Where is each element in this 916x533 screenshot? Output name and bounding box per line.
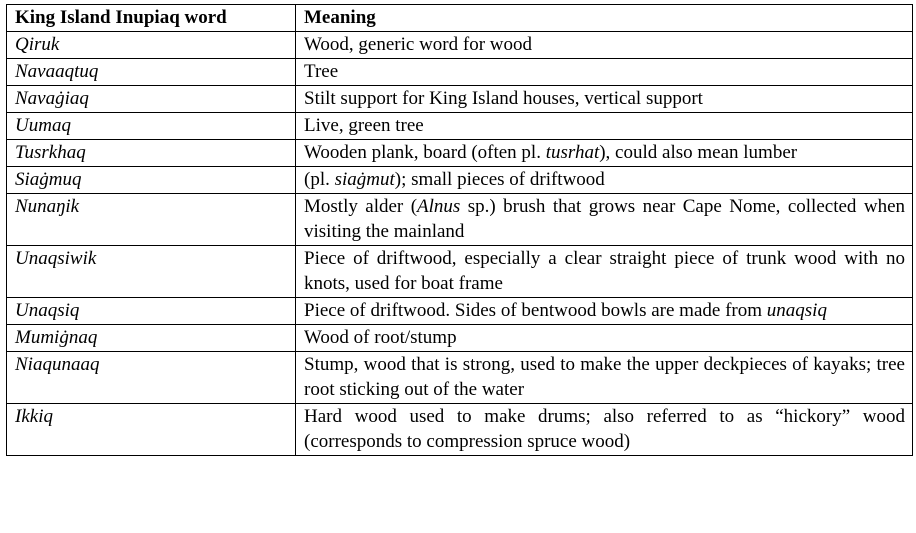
meaning-text: sp.) brush that grows near Cape Nome, collected when visiting the mainland: [304, 196, 906, 242]
meaning-text: Tree: [304, 61, 339, 82]
word-cell: Navaġiaq: [7, 86, 296, 113]
word-cell: Qiruk: [7, 32, 296, 59]
table-row: [7, 404, 913, 456]
meaning-cell: [296, 352, 913, 404]
table-row: [7, 352, 913, 404]
word-cell: Nunaŋik: [7, 194, 296, 246]
header-meaning: Meaning: [296, 5, 913, 32]
meaning-cell: [296, 167, 913, 194]
word-cell: Niaqunaaq: [7, 352, 296, 404]
meaning-cell: [296, 194, 913, 246]
wood-terms-table: [6, 4, 913, 456]
meaning-cell: [296, 86, 913, 113]
meaning-cell: [296, 113, 913, 140]
meaning-cell: [296, 59, 913, 86]
meaning-text: ), could also mean lumber: [599, 142, 798, 163]
italic-term: unaqsiq: [766, 300, 827, 321]
word-cell: Unaqsiwik: [7, 246, 296, 298]
word-cell: Uumaq: [7, 113, 296, 140]
table-row: [7, 140, 913, 167]
table-row: [7, 86, 913, 113]
word-cell: Navaaqtuq: [7, 59, 296, 86]
meaning-text: (pl.: [304, 169, 335, 190]
word-cell: Ikkiq: [7, 404, 296, 456]
word-cell: Tusrkhaq: [7, 140, 296, 167]
word-cell: Mumiġnaq: [7, 325, 296, 352]
meaning-text: Wood of root/stump: [304, 327, 457, 348]
meaning-text: Live, green tree: [304, 115, 424, 136]
meaning-cell: [296, 298, 913, 325]
table-row: [7, 32, 913, 59]
meaning-cell: [296, 325, 913, 352]
table-row: [7, 194, 913, 246]
italic-term: tusrhat: [545, 142, 600, 163]
meaning-text: Piece of driftwood. Sides of bentwood bowls are made from: [304, 300, 767, 321]
meaning-cell: [296, 246, 913, 298]
table-row: [7, 246, 913, 298]
meaning-text: Stump, wood that is strong, used to make the upper deckpieces of kayaks; tree root sticking out of the water: [304, 354, 905, 400]
meaning-text: Wooden plank, board (often pl.: [304, 142, 546, 163]
meaning-text: ); small pieces of driftwood: [394, 169, 605, 190]
table-row: [7, 113, 913, 140]
meaning-text: Mostly alder (: [304, 196, 418, 217]
table-row: [7, 167, 913, 194]
meaning-cell: [296, 32, 913, 59]
table-row: [7, 298, 913, 325]
header-word: King Island Inupiaq word: [7, 5, 296, 32]
meaning-text: Stilt support for King Island houses, vertical support: [304, 88, 703, 109]
table-header-row: [7, 5, 913, 32]
italic-term: Alnus: [417, 196, 461, 217]
word-cell: Unaqsiq: [7, 298, 296, 325]
table-row: [7, 325, 913, 352]
meaning-text: Wood, generic word for wood: [304, 34, 532, 55]
meaning-cell: [296, 140, 913, 167]
meaning-text: Hard wood used to make drums; also referred to as “hickory” wood (corresponds to compression spruce wood): [304, 406, 905, 452]
table-row: [7, 59, 913, 86]
meaning-text: Piece of driftwood, especially a clear straight piece of trunk wood with no knots, used for boat frame: [304, 248, 905, 294]
meaning-cell: [296, 404, 913, 456]
italic-term: siaġmut: [334, 169, 395, 190]
word-cell: Siaġmuq: [7, 167, 296, 194]
